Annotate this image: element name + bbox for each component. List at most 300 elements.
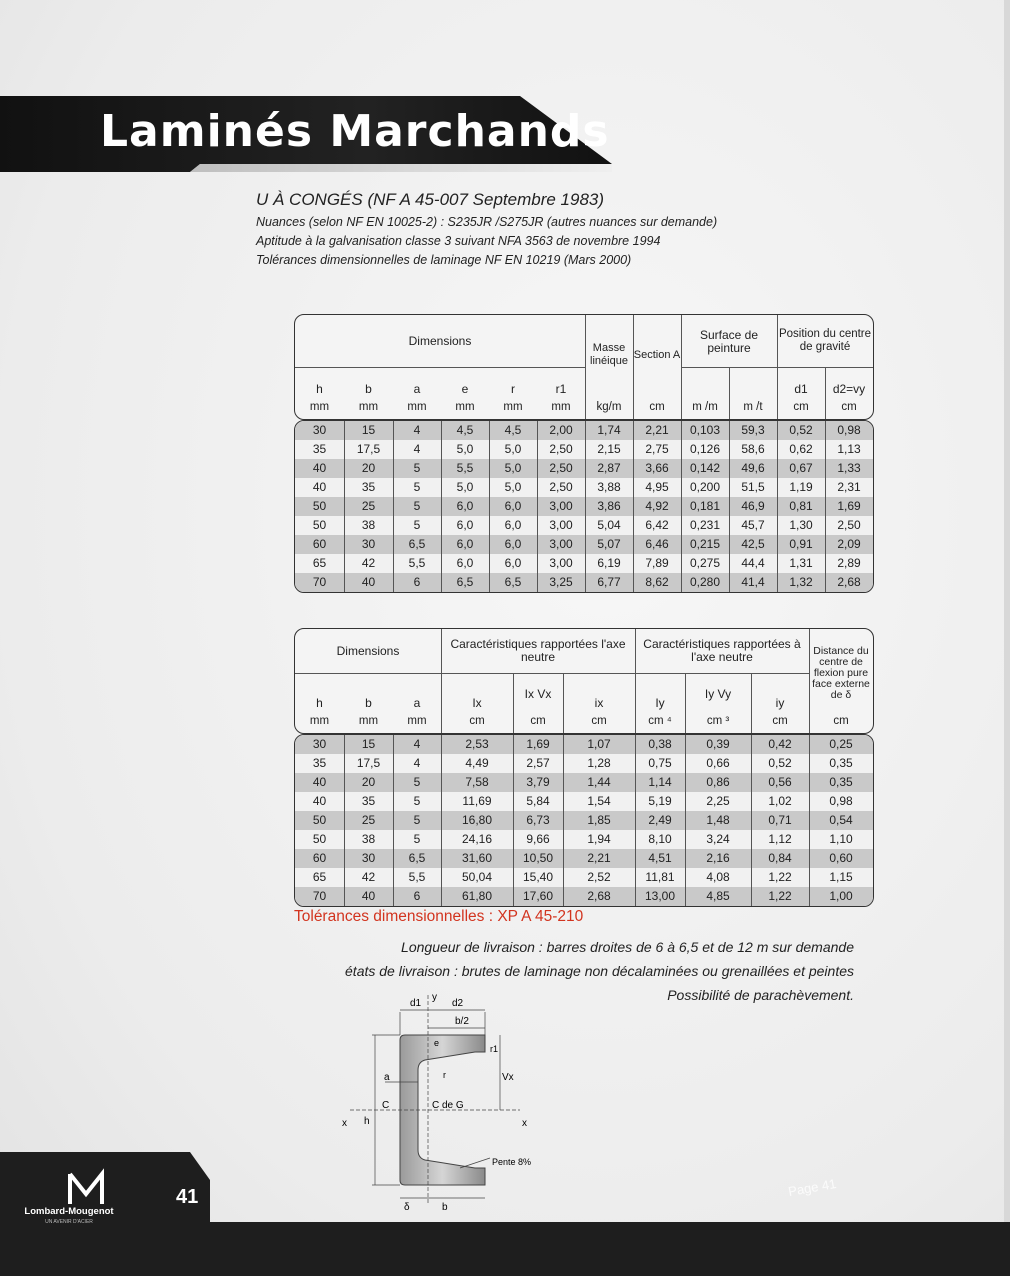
page-watermark: Page 41 (787, 1175, 838, 1200)
t2-body-vline (441, 735, 442, 906)
table-cell: 0,71 (768, 813, 792, 827)
table-cell: 3,25 (549, 575, 573, 589)
table-cell: 4,5 (504, 423, 522, 437)
table-cell: 4 (413, 756, 421, 770)
table-cell: 0,52 (768, 756, 792, 770)
t1-group-position: Position du centre de gravité (778, 328, 872, 353)
table-row (295, 849, 873, 868)
t1-body-vline (633, 421, 634, 592)
table-cell: 2,15 (597, 442, 621, 456)
label-x-right: x (522, 1118, 527, 1129)
table-cell: 7,89 (645, 556, 669, 570)
table-cell: 6,19 (597, 556, 621, 570)
table-cell: 3,86 (597, 499, 621, 513)
table-cell: 40 (312, 794, 327, 808)
table-cell: 2,49 (648, 813, 672, 827)
t2-group-dimensions: Dimensions (336, 643, 400, 658)
banner-title: Laminés Marchands (100, 106, 610, 157)
table-cell: 42,5 (741, 537, 765, 551)
t1-body-vline (344, 421, 345, 592)
label-vx: Vx (502, 1072, 514, 1083)
table-cell: 0,142 (689, 461, 721, 475)
label-e: e (434, 1038, 440, 1048)
label-x-left: x (342, 1118, 347, 1129)
table-cell: 6,0 (504, 537, 522, 551)
table-cell: 30 (312, 737, 327, 751)
table-row (295, 459, 873, 478)
table-cell: 17,5 (356, 442, 381, 456)
table-row (295, 535, 873, 554)
table-cell: 5,0 (504, 442, 522, 456)
table-cell: 2,09 (837, 537, 861, 551)
table-row (295, 868, 873, 887)
table-cell: 0,25 (829, 737, 853, 751)
label-b: b (442, 1202, 448, 1213)
table-row (295, 754, 873, 773)
t2-hdr-hline (295, 673, 809, 674)
table-row (295, 792, 873, 811)
table-cell: 16,80 (461, 813, 493, 827)
table-cell: 5 (413, 775, 421, 789)
table-row (295, 478, 873, 497)
table-cell: 1,13 (837, 442, 861, 456)
t1-body-vline (585, 421, 586, 592)
table-cell: 0,280 (689, 575, 721, 589)
table-cell: 0,42 (768, 737, 792, 751)
table1-body (294, 420, 874, 593)
table-cell: 2,87 (597, 461, 621, 475)
table-cell: 5,5 (408, 870, 426, 884)
table-row (295, 887, 873, 906)
t2-col-5: ix (594, 695, 604, 710)
t1-group-surface: Surface de peinture (699, 328, 759, 355)
table-cell: 4,85 (706, 889, 730, 903)
table1-header (294, 314, 874, 420)
table-cell: 1,94 (587, 832, 611, 846)
brand-tagline: UN AVENIR D'ACIER (45, 1219, 93, 1225)
u-channel-diagram (330, 990, 560, 1215)
t2-unit-1: mm (358, 714, 379, 727)
label-h: h (364, 1116, 370, 1127)
table-cell: 1,85 (587, 813, 611, 827)
t1-col-masse: Masse linéique (590, 342, 628, 367)
table-cell: 6,0 (504, 518, 522, 532)
table-cell: 5,04 (597, 518, 621, 532)
table-cell: 0,98 (829, 794, 853, 808)
table-row (295, 573, 873, 592)
label-pente: Pente 8% (492, 1157, 532, 1167)
label-r: r (443, 1070, 446, 1080)
table-cell: 61,80 (461, 889, 493, 903)
section-heading (256, 190, 717, 270)
t2-col-0: h (316, 695, 323, 710)
table-cell: 1,30 (789, 518, 813, 532)
t2-unit-5: cm (591, 714, 607, 727)
t2-body-vline (635, 735, 636, 906)
table-cell: 6,77 (597, 575, 621, 589)
t2-unit-2: mm (407, 714, 427, 727)
t1-col-1: b (365, 381, 372, 396)
table-cell: 4 (413, 423, 421, 437)
table-cell: 1,19 (789, 480, 813, 494)
t1-unit-10: cm (793, 400, 809, 413)
t2-body-vline (685, 735, 686, 906)
table-row (295, 516, 873, 535)
table-cell: 15,40 (522, 870, 554, 884)
table-cell: 0,200 (689, 480, 721, 494)
table-cell: 0,56 (768, 775, 792, 789)
t1-col-11: d2=vy (832, 381, 866, 396)
t2-unit-0: mm (309, 714, 330, 727)
table-cell: 6,5 (456, 575, 474, 589)
table-cell: 3,00 (549, 556, 573, 570)
table-cell: 6,5 (408, 851, 426, 865)
t1-unit-6: kg/m (596, 400, 622, 413)
note-state: états de livraison : brutes de laminage non décalaminées ou grenaillées et peintes (345, 963, 854, 979)
t2-unit-8: cm (772, 714, 788, 727)
table-cell: 25 (361, 499, 376, 513)
table-cell: 8,62 (645, 575, 669, 589)
table-cell: 5,0 (504, 461, 522, 475)
table-cell: 10,50 (522, 851, 554, 865)
table-cell: 1,12 (768, 832, 792, 846)
table-cell: 70 (312, 889, 327, 903)
table-cell: 0,39 (706, 737, 730, 751)
t2-col-2: a (413, 695, 421, 710)
label-a: a (384, 1072, 390, 1083)
table-cell: 2,00 (549, 423, 573, 437)
table-cell: 50 (312, 832, 327, 846)
table-cell: 4,49 (465, 756, 489, 770)
table-cell: 15 (361, 737, 376, 751)
label-delta: δ (404, 1202, 410, 1213)
table-cell: 5,84 (526, 794, 550, 808)
t1-body-vline (825, 421, 826, 592)
t2-unit-6: cm ⁴ (648, 714, 672, 727)
table-cell: 5 (413, 499, 421, 513)
t1-col-2: a (413, 381, 421, 396)
t1-unit-0: mm (309, 400, 330, 413)
table-cell: 50 (312, 518, 327, 532)
table-cell: 30 (312, 423, 327, 437)
table-cell: 65 (312, 556, 327, 570)
table-cell: 0,98 (837, 423, 861, 437)
table-cell: 2,16 (706, 851, 730, 865)
t1-body-vline (537, 421, 538, 592)
label-cdeg: C de G (432, 1100, 464, 1111)
table-cell: 50 (312, 813, 327, 827)
table-cell: 2,21 (645, 423, 669, 437)
table-cell: 3,66 (645, 461, 669, 475)
t1-unit-7: cm (649, 400, 665, 413)
table-cell: 0,103 (689, 423, 721, 437)
table-cell: 0,91 (789, 537, 813, 551)
t1-col-0: h (316, 381, 323, 396)
table-cell: 40 (361, 889, 376, 903)
table-cell: 3,00 (549, 518, 573, 532)
table2-body (294, 734, 874, 907)
label-r1: r1 (490, 1044, 499, 1054)
t2-col-8: iy (775, 695, 785, 710)
table-cell: 0,66 (706, 756, 730, 770)
table-cell: 15 (361, 423, 376, 437)
label-y: y (432, 992, 437, 1003)
table-cell: 5 (413, 813, 421, 827)
table-cell: 2,50 (549, 480, 573, 494)
table-row (295, 773, 873, 792)
table-cell: 13,00 (644, 889, 676, 903)
table-cell: 38 (361, 832, 376, 846)
table-cell: 41,4 (741, 575, 765, 589)
t1-unit-11: cm (841, 400, 857, 413)
t1-unit-1: mm (358, 400, 379, 413)
table-cell: 1,69 (837, 499, 861, 513)
t2-unit-4: cm (530, 714, 546, 727)
table-cell: 1,28 (587, 756, 611, 770)
table-cell: 1,69 (526, 737, 550, 751)
table-cell: 30 (361, 851, 376, 865)
table-cell: 25 (361, 813, 376, 827)
table-cell: 35 (361, 794, 376, 808)
table-cell: 4,5 (456, 423, 474, 437)
table-cell: 40 (361, 575, 376, 589)
table-cell: 0,60 (829, 851, 853, 865)
t2-group-yy: Caractéristiques rapportées à l'axe neutre (643, 637, 801, 664)
t1-unit-8: m /m (692, 400, 718, 413)
table-cell: 1,48 (706, 813, 730, 827)
t2-body-vline (563, 735, 564, 906)
table-cell: 38 (361, 518, 376, 532)
table-cell: 1,74 (597, 423, 621, 437)
table-cell: 0,35 (829, 756, 853, 770)
t1-body-vline (441, 421, 442, 592)
t2-col-1: b (365, 695, 372, 710)
table-cell: 24,16 (461, 832, 493, 846)
t1-col-4: r (511, 381, 515, 396)
table-cell: 8,10 (648, 832, 672, 846)
table-row (295, 421, 873, 440)
t1-body-vline (681, 421, 682, 592)
table-cell: 6,0 (456, 499, 474, 513)
table-cell: 35 (312, 442, 327, 456)
t2-col-6: Iy (655, 695, 665, 710)
table-cell: 20 (361, 775, 376, 789)
table-cell: 1,22 (768, 870, 792, 884)
table-row (295, 735, 873, 754)
galvanisation-line: Aptitude à la galvanisation classe 3 suivant NFA 3563 de novembre 1994 (256, 234, 661, 248)
page-number: 41 (176, 1186, 199, 1208)
table-row (295, 830, 873, 849)
table-cell: 60 (312, 851, 327, 865)
table-cell: 1,10 (829, 832, 853, 846)
table-cell: 2,25 (706, 794, 730, 808)
table-cell: 0,81 (789, 499, 813, 513)
table-cell: 6,46 (645, 537, 669, 551)
table-cell: 51,5 (741, 480, 765, 494)
t1-body-vline (729, 421, 730, 592)
table-cell: 6 (413, 889, 421, 903)
table-cell: 17,5 (356, 756, 381, 770)
table-cell: 1,22 (768, 889, 792, 903)
t2-col-4: Ix Vx (524, 686, 552, 701)
table-cell: 2,75 (645, 442, 669, 456)
t1-col-10: d1 (794, 381, 808, 396)
table-cell: 49,6 (741, 461, 765, 475)
table-cell: 0,231 (689, 518, 721, 532)
table-cell: 0,75 (648, 756, 672, 770)
table-cell: 3,00 (549, 537, 573, 551)
table-cell: 1,02 (768, 794, 792, 808)
note-finishing: Possibilité de parachèvement. (667, 987, 854, 1003)
table-cell: 2,53 (465, 737, 489, 751)
table-cell: 2,31 (837, 480, 861, 494)
t2-body-vline (513, 735, 514, 906)
t2-body-vline (809, 735, 810, 906)
t2-unit-3: cm (469, 714, 485, 727)
table-cell: 5,0 (456, 442, 474, 456)
table-cell: 42 (361, 870, 376, 884)
label-d1: d1 (410, 998, 422, 1009)
table-cell: 6,0 (504, 499, 522, 513)
table-cell: 9,66 (526, 832, 550, 846)
table-cell: 4,51 (648, 851, 672, 865)
table-cell: 6 (413, 575, 421, 589)
table-cell: 5,0 (504, 480, 522, 494)
label-c: C (382, 1100, 390, 1111)
table-cell: 6,5 (504, 575, 522, 589)
table-cell: 0,84 (768, 851, 792, 865)
table-cell: 0,215 (689, 537, 721, 551)
table-cell: 44,4 (741, 556, 765, 570)
table-cell: 6,73 (526, 813, 550, 827)
table-cell: 4,08 (706, 870, 730, 884)
table-cell: 35 (361, 480, 376, 494)
table-cell: 70 (312, 575, 327, 589)
table-cell: 6,0 (456, 556, 474, 570)
table-cell: 42 (361, 556, 376, 570)
table-cell: 0,126 (689, 442, 721, 456)
brand-name: Lombard-Mougenot (24, 1206, 114, 1217)
t2-col-3: Ix (472, 695, 482, 710)
table-row (295, 497, 873, 516)
table-cell: 3,24 (706, 832, 730, 846)
table-cell: 6,0 (504, 556, 522, 570)
table-cell: 5 (413, 480, 421, 494)
t1-group-dimensions: Dimensions (408, 333, 472, 348)
t1-hdr-hline (295, 367, 585, 368)
table-cell: 2,50 (837, 518, 861, 532)
grade-line: Nuances (selon NF EN 10025-2) : S235JR /S275JR (autres nuances sur demande) (256, 215, 718, 229)
table-cell: 50,04 (461, 870, 493, 884)
table-cell: 6,0 (456, 518, 474, 532)
table-cell: 5,0 (456, 480, 474, 494)
table-cell: 0,62 (789, 442, 813, 456)
table-cell: 5 (413, 794, 421, 808)
t2-col-distance: Distance du centre de flexion pure face externe de δ (812, 644, 870, 701)
table-cell: 5,5 (456, 461, 474, 475)
t2-body-vline (751, 735, 752, 906)
profile-title: U À CONGÉS (NF A 45-007 Septembre 1983) (256, 190, 605, 209)
table-cell: 5 (413, 832, 421, 846)
table-cell: 6,42 (645, 518, 669, 532)
t1-body-vline (489, 421, 490, 592)
label-b2: b/2 (455, 1016, 469, 1027)
table-cell: 0,67 (789, 461, 813, 475)
t1-col-section: Section A (633, 348, 681, 361)
table-cell: 35 (312, 756, 327, 770)
table-cell: 46,9 (741, 499, 765, 513)
table2-header (294, 628, 874, 734)
table-cell: 0,38 (648, 737, 672, 751)
t2-unit-9: cm (833, 714, 849, 727)
table-cell: 0,181 (689, 499, 721, 513)
t2-unit-7: cm ³ (706, 714, 730, 727)
t1-unit-9: m /t (743, 400, 763, 413)
table-cell: 11,69 (462, 794, 492, 808)
t2-group-xx: Caractéristiques rapportées l'axe neutre (450, 637, 626, 664)
table-cell: 3,79 (526, 775, 550, 789)
table-cell: 2,57 (526, 756, 550, 770)
table-cell: 5,5 (408, 556, 426, 570)
table-cell: 40 (312, 480, 327, 494)
table-cell: 6,5 (408, 537, 426, 551)
table-cell: 2,68 (837, 575, 861, 589)
table-cell: 5,07 (597, 537, 621, 551)
table-cell: 0,54 (829, 813, 853, 827)
tolerances-title: Tolérances dimensionnelles : XP A 45-210 (294, 908, 584, 925)
table-cell: 7,58 (465, 775, 489, 789)
table-cell: 2,52 (587, 870, 611, 884)
table-cell: 4 (413, 737, 421, 751)
table-cell: 60 (312, 537, 327, 551)
table-cell: 4,95 (645, 480, 669, 494)
table-cell: 6,0 (456, 537, 474, 551)
table-cell: 3,00 (549, 499, 573, 513)
label-d2: d2 (452, 998, 464, 1009)
table-cell: 0,35 (829, 775, 853, 789)
table-cell: 2,50 (549, 461, 573, 475)
table-cell: 5 (413, 461, 421, 475)
tolerance-line: Tolérances dimensionnelles de laminage NF EN 10219 (Mars 2000) (256, 253, 632, 267)
t2-body-vline (344, 735, 345, 906)
table-cell: 2,50 (549, 442, 573, 456)
page-edge (1004, 0, 1010, 1276)
table-row (295, 811, 873, 830)
table-cell: 30 (361, 537, 376, 551)
table-cell: 59,3 (741, 423, 765, 437)
t1-unit-5: mm (551, 400, 571, 413)
table-cell: 5 (413, 518, 421, 532)
table-cell: 1,14 (648, 775, 672, 789)
table-cell: 0,52 (789, 423, 813, 437)
note-length: Longueur de livraison : barres droites de 6 à 6,5 et de 12 m sur demande (401, 939, 854, 955)
table-cell: 40 (312, 461, 327, 475)
t1-unit-3: mm (455, 400, 475, 413)
t2-body-vline (393, 735, 394, 906)
table-cell: 2,21 (587, 851, 611, 865)
table-cell: 1,07 (587, 737, 611, 751)
table-cell: 1,15 (829, 870, 853, 884)
table-cell: 65 (312, 870, 327, 884)
table-cell: 4 (413, 442, 421, 456)
t1-col-3: e (461, 381, 469, 396)
t1-unit-2: mm (407, 400, 427, 413)
table-cell: 4,92 (645, 499, 669, 513)
table-cell: 17,60 (522, 889, 554, 903)
table-cell: 0,86 (706, 775, 730, 789)
t1-unit-4: mm (503, 400, 523, 413)
table-cell: 0,275 (689, 556, 721, 570)
